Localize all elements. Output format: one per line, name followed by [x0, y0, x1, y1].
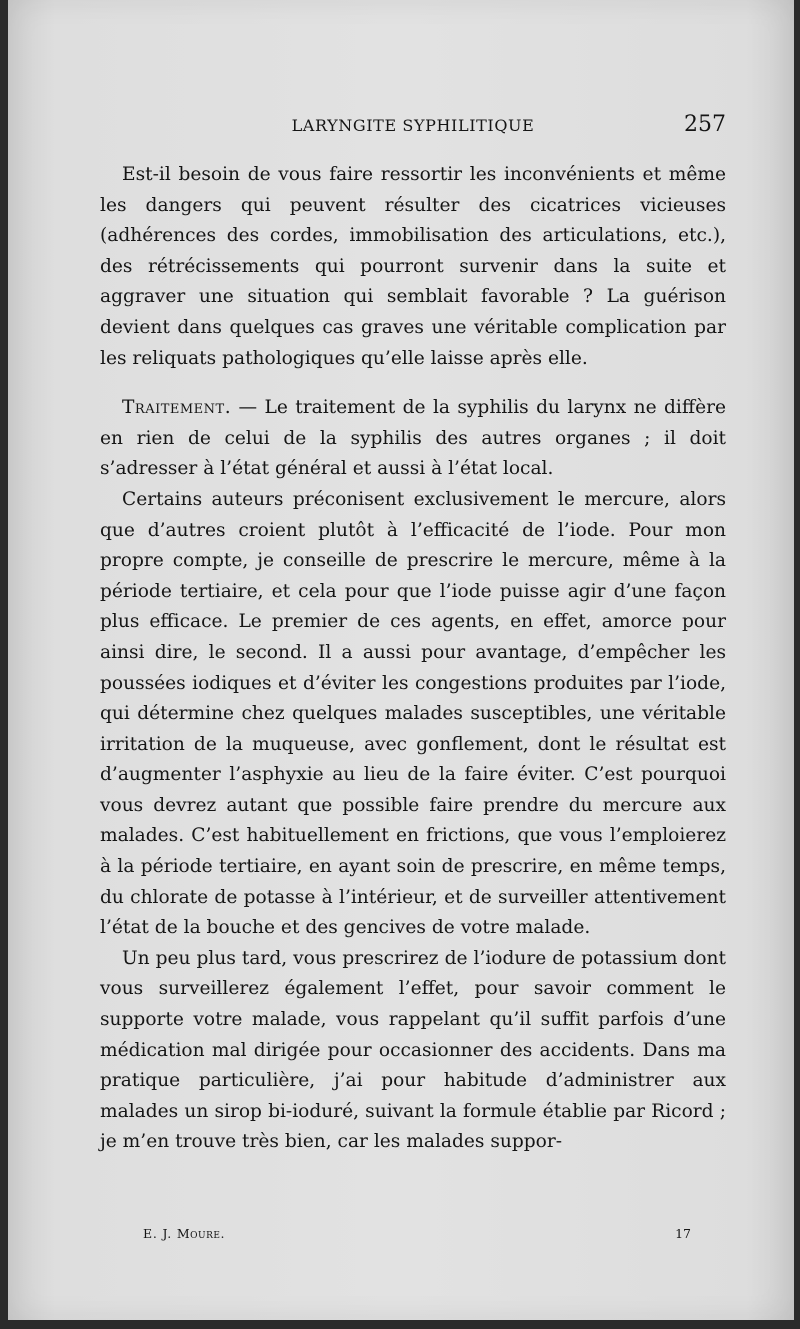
paragraph-traitement [100, 393, 726, 485]
signature-name: Moure. [176, 1226, 225, 1241]
sheet-number: 17 [675, 1226, 691, 1241]
page-footer [143, 1226, 691, 1250]
paragraph-mercure: Certains auteurs préconisent exclusivement le mercure, alors que d’autres croient plutôt à l’efficacité de l’iode. Pour mon propre compte, je conseille de prescrire le mercure, même à la période tertiaire, et cela pour que l’iode puisse agir d’une façon plus efficace. Le premier de ces agents, en effet, amorce pour ainsi dire, le second. Il a aussi pour avantage, d’empêcher les poussées iodiques et d’éviter les congestions produites par l’iode, qui détermine chez quelques malades susceptibles, une véritable irritation de la muqueuse, avec gonflement, dont le résultat est d’augmenter l’asphyxie au lieu de la faire éviter. C’est pourquoi vous devrez autant que possible faire prendre du mercure aux malades. C’est habituellement en frictions, que vous l’emploierez à la période tertiaire, en ayant soin de prescrire, en même temps, du chlorate de potasse à l’intérieur, et de surveiller attentivement l’état de la bouche et des gencives de votre malade. [100, 488, 726, 939]
running-head [100, 112, 726, 142]
page-number: 257 [684, 112, 726, 137]
running-title: LARYNGITE SYPHILITIQUE [291, 116, 535, 135]
section-heading-traitement: Traitement. [122, 397, 232, 419]
body-text [100, 160, 726, 1158]
paragraph-traitement-text: — Le traitement de la syphilis du larynx ne diffère en rien de celui de la syphilis des autres organes ; il doit s’adresser à l’état général et aussi à l’état local. [100, 397, 726, 480]
book-page [8, 0, 794, 1320]
signature-initials: E. J. [143, 1226, 173, 1241]
paragraph-iodure: Un peu plus tard, vous prescrirez de l’iodure de potassium dont vous surveillerez également l’effet, pour savoir comment le supporte votre malade, vous rappelant qu’il suffit parfois d’une médication mal dirigée pour occasionner des accidents. Dans ma pratique particulière, j’ai pour habitude d’administrer aux malades un sirop bi-ioduré, suivant la formule établie par Ricord ; je m’en trouve très bien, car les malades suppor- [100, 947, 726, 1153]
printer-signature [143, 1226, 225, 1241]
paragraph-cicatrices: Est-il besoin de vous faire ressortir les inconvénients et même les dangers qui peuvent résulter des cicatrices vicieuses (adhérences des cordes, immobilisation des articulations, etc.), des rétrécissements qui pourront survenir dans la suite et aggraver une situation qui semblait favorable ? La guérison devient dans quelques cas graves une véritable complication par les reliquats pathologiques qu’elle laisse après elle. [100, 164, 726, 369]
